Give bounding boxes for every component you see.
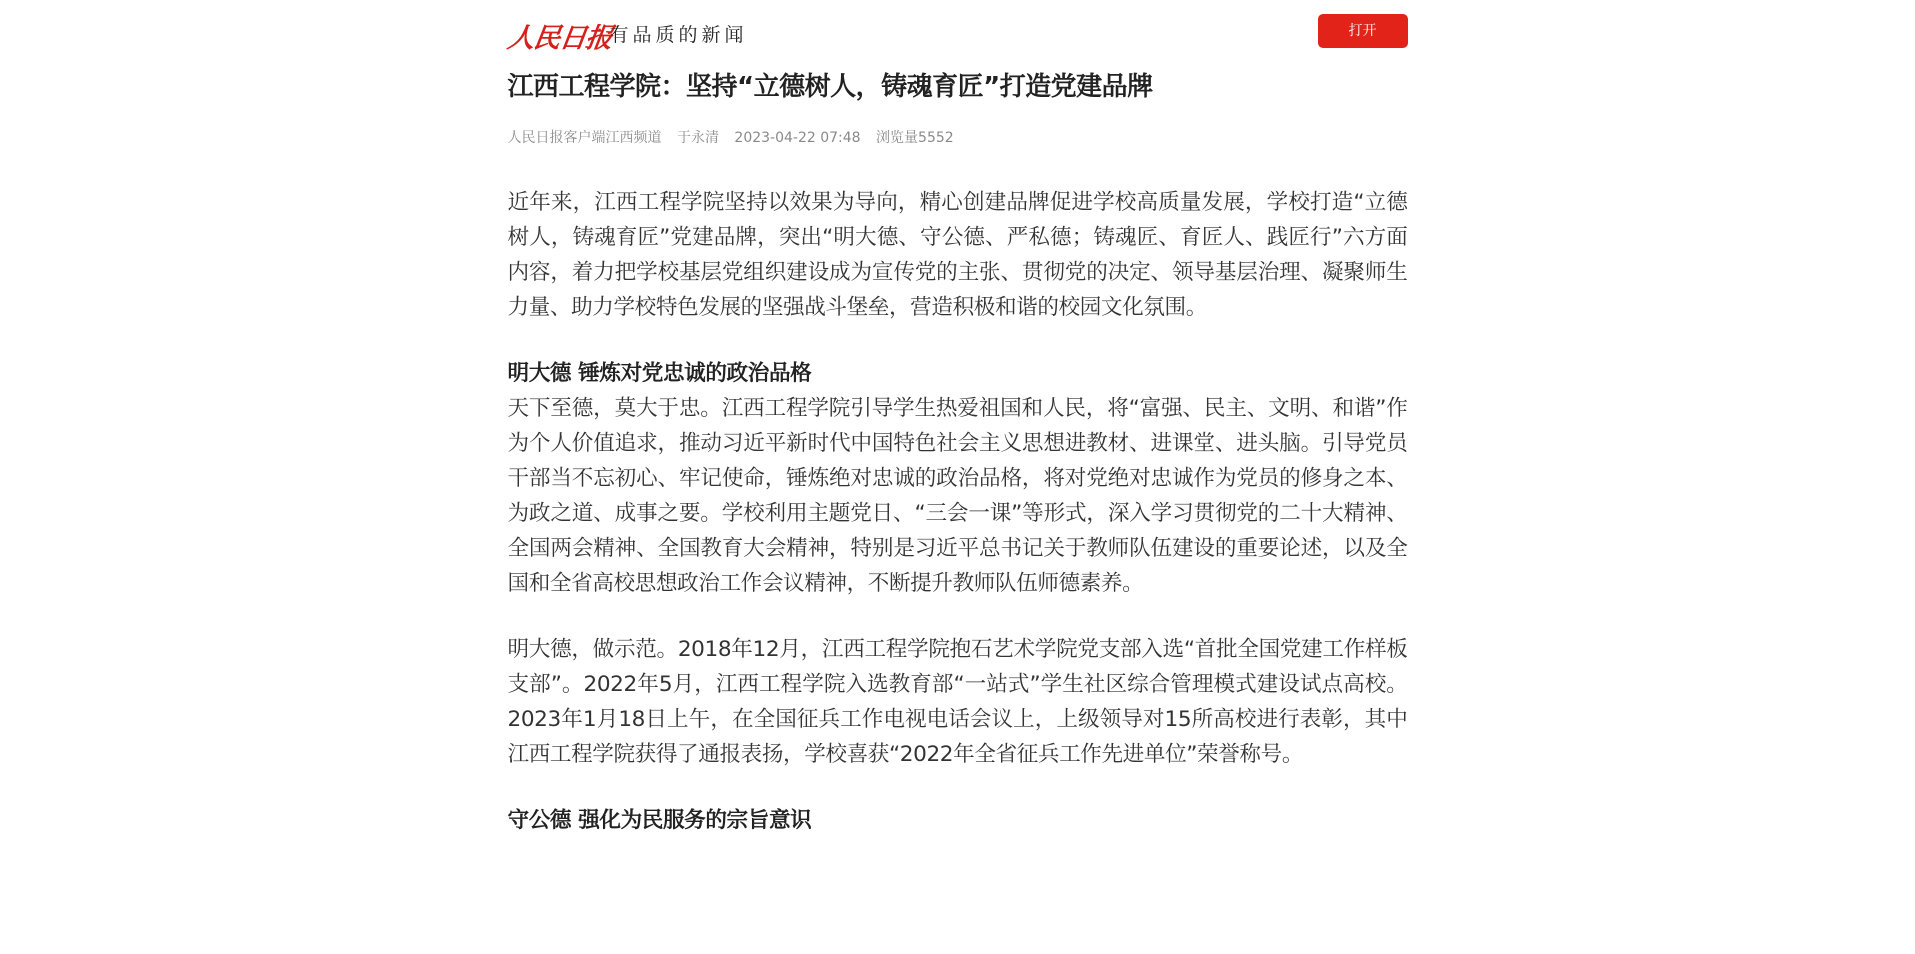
section-heading-2: 守公德 强化为民服务的宗旨意识: [507, 808, 812, 833]
slogan: 有品质的新闻: [609, 24, 748, 46]
peoples-daily-logo[interactable]: 人民日报: [504, 23, 614, 54]
section-heading-1: 明大德 锤炼对党忠诚的政治品格: [507, 361, 812, 386]
article-views: 浏览量5552: [876, 130, 954, 146]
article-meta: [508, 128, 1408, 148]
article-datetime: 2023-04-22 07:48: [734, 130, 861, 146]
article-page: [504, 0, 1408, 838]
article-title: 江西工程学院：坚持“立德树人，铸魂育匠”打造党建品牌: [507, 72, 1153, 102]
spacer: [508, 325, 1408, 356]
spacer: [508, 601, 1408, 632]
article-source: 人民日报客户端江西频道: [507, 130, 662, 146]
paragraph-loyalty: 天下至德，莫大于忠。江西工程学院引导学生热爱祖国和人民，将“富强、民主、文明、和谐”作为个人价值追求，推动习近平新时代中国特色社会主义思想进教材、进课堂、进头脑。引导党员干部当不忘初心、牢记使命，锤炼绝对忠诚的政治品格，将对党绝对忠诚作为党员的修身之本、为政之道、成事之要。学校利用主题党日、“三会一课”等形式，深入学习贯彻党的二十大精神、全国两会精神、全国教育大会精神，特别是习近平总书记关于教师队伍建设的重要论述，以及全国和全省高校思想政治工作会议精神，不断提升教师队伍师德素养。: [507, 396, 1408, 596]
paragraph-example: 明大德，做示范。2018年12月，江西工程学院抱石艺术学院党支部入选“首批全国党建工作样板支部”。2022年5月，江西工程学院入选教育部“一站式”学生社区综合管理模式建设试点高校。2023年1月18日上午，在全国征兵工作电视电话会议上，上级领导对15所高校进行表彰，其中江西工程学院获得了通报表扬，学校喜获“2022年全省征兵工作先进单位”荣誉称号。: [507, 637, 1408, 767]
spacer: [508, 772, 1408, 803]
article-author: 于永清: [676, 130, 719, 146]
open-app-button[interactable]: 打开: [1318, 14, 1408, 48]
article-body: [508, 185, 1408, 838]
top-bar: [504, 0, 1408, 62]
paragraph-intro: 近年来，江西工程学院坚持以效果为导向，精心创建品牌促进学校高质量发展，学校打造“立德树人，铸魂育匠”党建品牌，突出“明大德、守公德、严私德；铸魂匠、育匠人、践匠行”六方面内容，着力把学校基层党组织建设成为宣传党的主张、贯彻党的决定、领导基层治理、凝聚师生力量、助力学校特色发展的坚强战斗堡垒，营造积极和谐的校园文化氛围。: [507, 190, 1408, 320]
